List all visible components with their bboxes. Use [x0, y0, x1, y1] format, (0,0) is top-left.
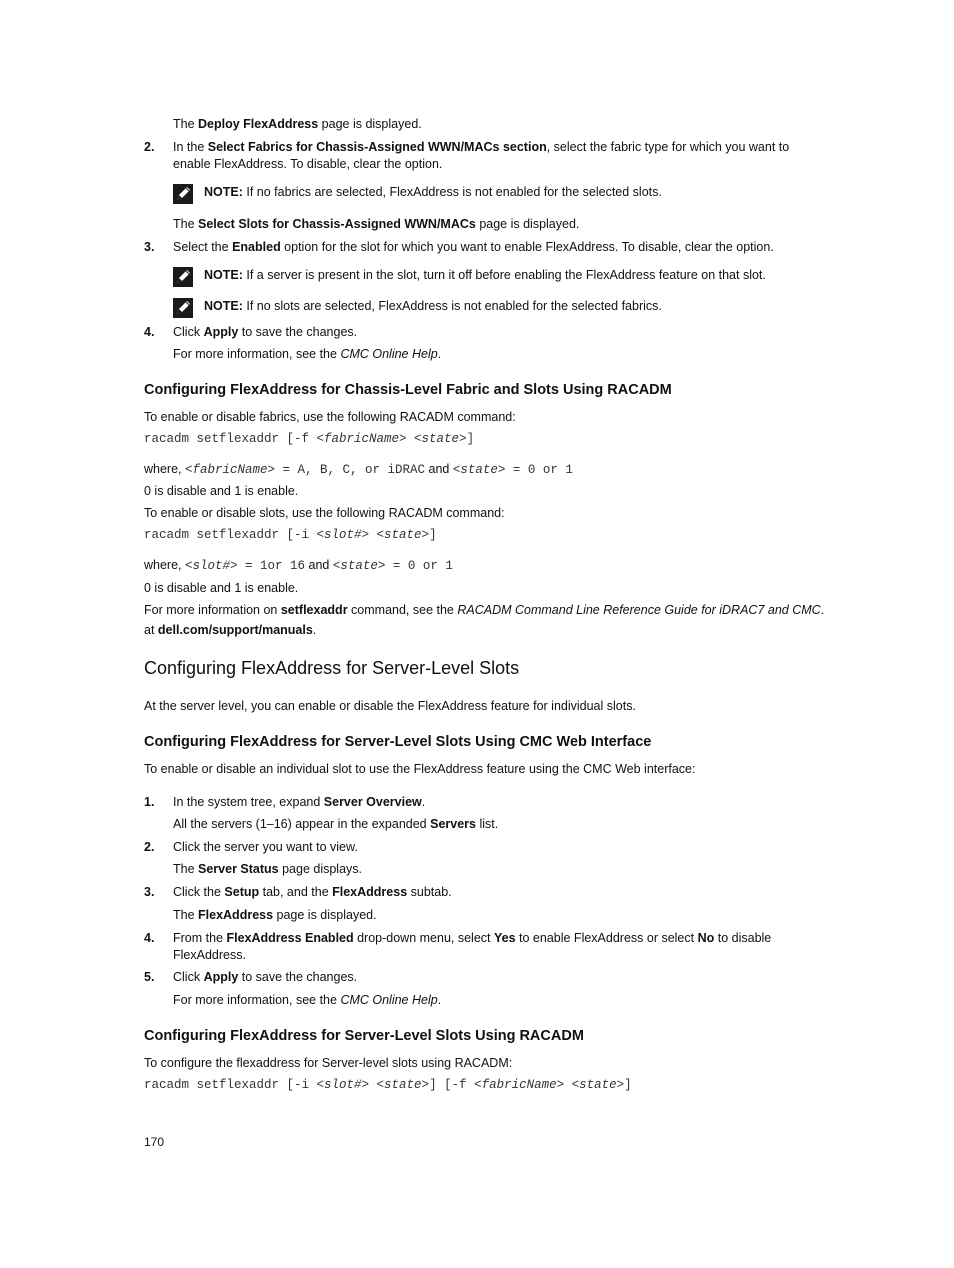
paragraph: At the server level, you can enable or disable the FlexAddress feature for individual slots. — [144, 699, 636, 713]
manuals-link-line: at dell.com/support/manuals. — [144, 623, 317, 637]
paragraph: To enable or disable fabrics, use the following RACADM command: — [144, 410, 516, 424]
step-result: The FlexAddress page is displayed. — [173, 908, 377, 922]
step-text: In the Select Fabrics for Chassis-Assigned WWN/MACs section, select the fabric type for which you want to — [173, 140, 790, 154]
step-text: In the system tree, expand Server Overview. — [173, 795, 426, 809]
section-heading: Configuring FlexAddress for Chassis-Level Fabric and Slots Using RACADM — [144, 382, 672, 398]
step-number: 5. — [144, 970, 155, 984]
paragraph: To enable or disable slots, use the following RACADM command: — [144, 506, 505, 520]
step-text-continued: enable FlexAddress. To disable, clear the option. — [173, 157, 443, 171]
step-number: 1. — [144, 795, 155, 809]
step-result: All the servers (1–16) appear in the expanded Servers list. — [173, 817, 499, 831]
page-number: 170 — [144, 1135, 165, 1149]
step-text: Select the Enabled option for the slot for which you want to enable FlexAddress. To disable, clear the option. — [173, 240, 774, 254]
step-number: 3. — [144, 240, 155, 254]
step-text: From the FlexAddress Enabled drop-down menu, select Yes to enable FlexAddress or select No to disable — [173, 931, 772, 945]
note: NOTE: If a server is present in the slot, turn it off before enabling the FlexAddress feature on that slot. — [204, 268, 766, 282]
command-line: racadm setflexaddr [-f <fabricName> <state>] — [144, 432, 475, 446]
note: NOTE: If no fabrics are selected, FlexAddress is not enabled for the selected slots. — [204, 185, 662, 199]
more-info-text: For more information, see the CMC Online Help. — [173, 347, 442, 361]
section-title: Configuring FlexAddress for Server-Level Slots — [144, 658, 520, 678]
deploy-flexaddress-text: The Deploy FlexAddress page is displayed. — [173, 117, 422, 131]
step-number: 4. — [144, 325, 155, 339]
step-text: Click Apply to save the changes. — [173, 325, 358, 339]
step-number: 4. — [144, 931, 155, 945]
step-text: Click Apply to save the changes. — [173, 970, 358, 984]
select-slots-text: The Select Slots for Chassis-Assigned WWN/MACs page is displayed. — [173, 217, 580, 231]
step-number: 2. — [144, 840, 155, 854]
where-line: where, <slot#> = 1or 16 and <state> = 0 or 1 — [144, 558, 453, 573]
paragraph: To enable or disable an individual slot to use the FlexAddress feature using the CMC Web interface: — [144, 762, 696, 776]
paragraph: To configure the flexaddress for Server-level slots using RACADM: — [144, 1056, 513, 1070]
command-line: racadm setflexaddr [-i <slot#> <state>] [-f <fabricName> <state>] — [144, 1078, 632, 1092]
section-heading: Configuring FlexAddress for Server-Level Slots Using RACADM — [144, 1028, 584, 1044]
step-result: The Server Status page displays. — [173, 862, 363, 876]
command-line: racadm setflexaddr [-i <slot#> <state>] — [144, 528, 437, 542]
manuals-link[interactable]: dell.com/support/manuals — [157, 623, 313, 637]
section-heading: Configuring FlexAddress for Server-Level Slots Using CMC Web Interface — [144, 734, 652, 750]
paragraph: 0 is disable and 1 is enable. — [144, 484, 299, 498]
step-text: Click the server you want to view. — [173, 840, 358, 854]
more-info-text: For more information on setflexaddr command, see the RACADM Command Line Reference Guide for iDRAC7 and CMC. — [144, 603, 825, 617]
paragraph: 0 is disable and 1 is enable. — [144, 581, 299, 595]
step-number: 3. — [144, 885, 155, 899]
step-text: Click the Setup tab, and the FlexAddress subtab. — [173, 885, 452, 899]
more-info-text: For more information, see the CMC Online Help. — [173, 993, 442, 1007]
step-text-continued: FlexAddress. — [173, 948, 246, 962]
note: NOTE: If no slots are selected, FlexAddress is not enabled for the selected fabrics. — [204, 299, 662, 313]
where-line: where, <fabricName> = A, B, C, or iDRAC and <state> = 0 or 1 — [144, 462, 573, 477]
step-number: 2. — [144, 140, 155, 154]
note-pencil-icon — [173, 298, 193, 318]
note-pencil-icon — [173, 267, 193, 287]
note-pencil-icon — [173, 184, 193, 204]
